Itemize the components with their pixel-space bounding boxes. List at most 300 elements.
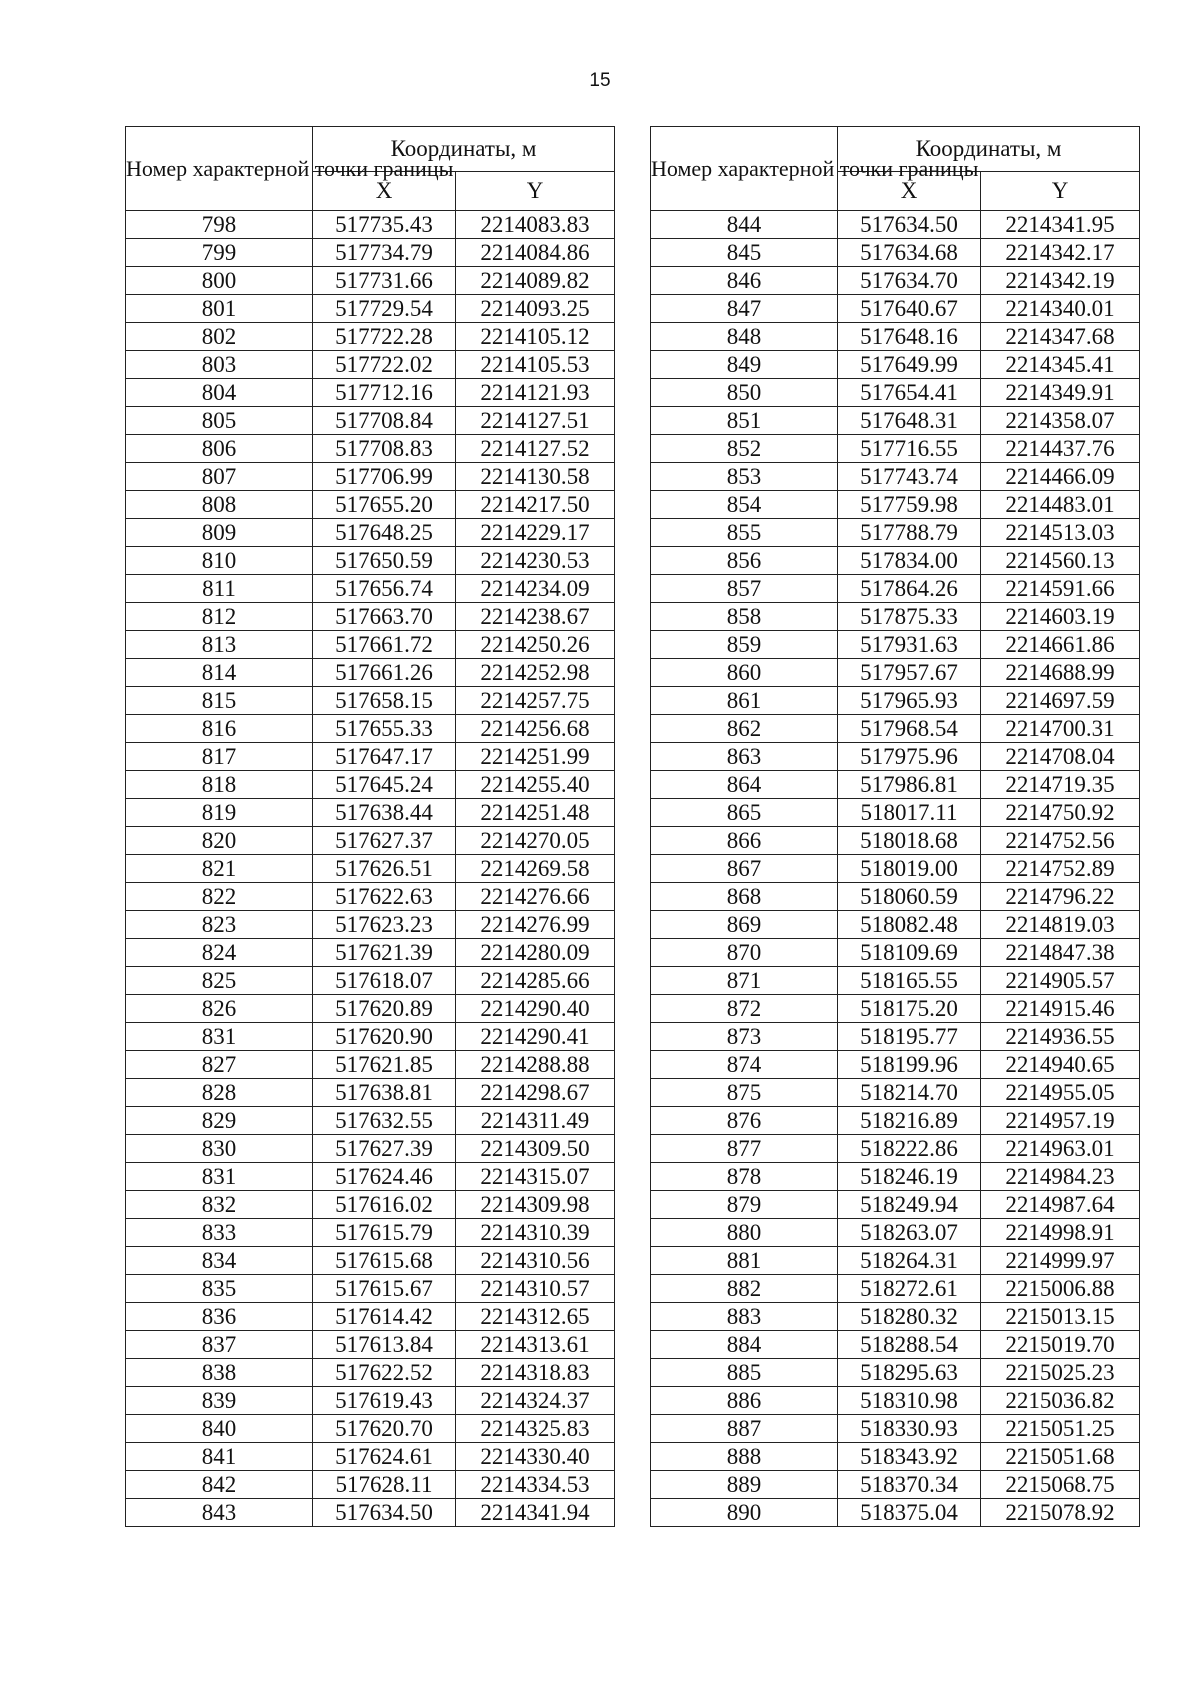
y-coordinate-cell: 2214513.03 bbox=[981, 519, 1140, 547]
point-number-cell: 821 bbox=[126, 855, 313, 883]
x-coordinate-cell: 518343.92 bbox=[838, 1443, 981, 1471]
table-row bbox=[126, 407, 615, 435]
x-coordinate-cell: 517655.20 bbox=[313, 491, 456, 519]
y-coordinate-cell: 2214269.58 bbox=[456, 855, 615, 883]
x-coordinate-cell: 517620.89 bbox=[313, 995, 456, 1023]
point-number-cell: 798 bbox=[126, 211, 313, 239]
x-coordinate-cell: 517647.17 bbox=[313, 743, 456, 771]
table-row bbox=[126, 1499, 615, 1527]
x-coordinate-cell: 517957.67 bbox=[838, 659, 981, 687]
table-row bbox=[651, 1079, 1140, 1107]
table-row bbox=[651, 883, 1140, 911]
x-coordinate-cell: 517759.98 bbox=[838, 491, 981, 519]
point-number-cell: 848 bbox=[651, 323, 838, 351]
point-number-cell: 825 bbox=[126, 967, 313, 995]
y-coordinate-cell: 2215051.25 bbox=[981, 1415, 1140, 1443]
table-row bbox=[126, 239, 615, 267]
table-row bbox=[126, 1051, 615, 1079]
table-row bbox=[126, 1303, 615, 1331]
y-coordinate-cell: 2214987.64 bbox=[981, 1191, 1140, 1219]
point-number-cell: 807 bbox=[126, 463, 313, 491]
table-row bbox=[651, 1051, 1140, 1079]
y-coordinate-cell: 2214325.83 bbox=[456, 1415, 615, 1443]
table-row bbox=[126, 211, 615, 239]
table-row bbox=[651, 407, 1140, 435]
point-number-cell: 868 bbox=[651, 883, 838, 911]
point-number-cell: 849 bbox=[651, 351, 838, 379]
x-coordinate-cell: 518109.69 bbox=[838, 939, 981, 967]
point-number-cell: 839 bbox=[126, 1387, 313, 1415]
table-row bbox=[651, 491, 1140, 519]
point-number-cell: 877 bbox=[651, 1135, 838, 1163]
y-coordinate-cell: 2214285.66 bbox=[456, 967, 615, 995]
y-coordinate-cell: 2214105.12 bbox=[456, 323, 615, 351]
y-coordinate-cell: 2214251.99 bbox=[456, 743, 615, 771]
x-coordinate-cell: 518310.98 bbox=[838, 1387, 981, 1415]
y-coordinate-cell: 2214342.19 bbox=[981, 267, 1140, 295]
y-coordinate-cell: 2214229.17 bbox=[456, 519, 615, 547]
x-coordinate-cell: 517986.81 bbox=[838, 771, 981, 799]
point-number-cell: 882 bbox=[651, 1275, 838, 1303]
point-number-cell: 873 bbox=[651, 1023, 838, 1051]
y-coordinate-cell: 2214847.38 bbox=[981, 939, 1140, 967]
y-coordinate-cell: 2214349.91 bbox=[981, 379, 1140, 407]
point-number-cell: 840 bbox=[126, 1415, 313, 1443]
x-coordinate-cell: 517716.55 bbox=[838, 435, 981, 463]
point-number-cell: 801 bbox=[126, 295, 313, 323]
point-number-cell: 843 bbox=[126, 1499, 313, 1527]
y-coordinate-cell: 2214688.99 bbox=[981, 659, 1140, 687]
point-number-cell: 800 bbox=[126, 267, 313, 295]
y-coordinate-cell: 2214661.86 bbox=[981, 631, 1140, 659]
point-number-cell: 822 bbox=[126, 883, 313, 911]
x-coordinate-cell: 517734.79 bbox=[313, 239, 456, 267]
point-number-cell: 874 bbox=[651, 1051, 838, 1079]
x-coordinate-cell: 517834.00 bbox=[838, 547, 981, 575]
table-row bbox=[126, 435, 615, 463]
y-coordinate-cell: 2214313.61 bbox=[456, 1331, 615, 1359]
y-coordinate-cell: 2214708.04 bbox=[981, 743, 1140, 771]
point-number-cell: 869 bbox=[651, 911, 838, 939]
point-number-cell: 888 bbox=[651, 1443, 838, 1471]
x-coordinate-cell: 517618.07 bbox=[313, 967, 456, 995]
page-number: 15 bbox=[589, 70, 611, 91]
y-coordinate-cell: 2214334.53 bbox=[456, 1471, 615, 1499]
table-row bbox=[651, 659, 1140, 687]
y-coordinate-cell: 2214998.91 bbox=[981, 1219, 1140, 1247]
y-coordinate-cell: 2214719.35 bbox=[981, 771, 1140, 799]
x-coordinate-cell: 518330.93 bbox=[838, 1415, 981, 1443]
y-coordinate-cell: 2214330.40 bbox=[456, 1443, 615, 1471]
x-coordinate-cell: 517621.39 bbox=[313, 939, 456, 967]
table-row bbox=[126, 1359, 615, 1387]
point-number-cell: 814 bbox=[126, 659, 313, 687]
y-coordinate-cell: 2214309.50 bbox=[456, 1135, 615, 1163]
table-row bbox=[126, 687, 615, 715]
x-coordinate-cell: 517615.68 bbox=[313, 1247, 456, 1275]
y-coordinate-cell: 2214750.92 bbox=[981, 799, 1140, 827]
y-coordinate-cell: 2214310.57 bbox=[456, 1275, 615, 1303]
x-coordinate-cell: 517640.67 bbox=[838, 295, 981, 323]
x-coordinate-cell: 518288.54 bbox=[838, 1331, 981, 1359]
x-coordinate-cell: 517975.96 bbox=[838, 743, 981, 771]
table-row bbox=[126, 351, 615, 379]
table-row bbox=[651, 911, 1140, 939]
y-coordinate-cell: 2214230.53 bbox=[456, 547, 615, 575]
x-coordinate-cell: 518019.00 bbox=[838, 855, 981, 883]
x-coordinate-cell: 517628.11 bbox=[313, 1471, 456, 1499]
y-coordinate-cell: 2214290.41 bbox=[456, 1023, 615, 1051]
point-number-cell: 827 bbox=[126, 1051, 313, 1079]
y-coordinate-cell: 2214217.50 bbox=[456, 491, 615, 519]
table-row bbox=[651, 1107, 1140, 1135]
x-coordinate-cell: 517931.63 bbox=[838, 631, 981, 659]
table-row bbox=[651, 1303, 1140, 1331]
table-row bbox=[651, 1219, 1140, 1247]
x-coordinate-cell: 517613.84 bbox=[313, 1331, 456, 1359]
y-coordinate-cell: 2214905.57 bbox=[981, 967, 1140, 995]
x-coordinate-cell: 517708.83 bbox=[313, 435, 456, 463]
table-row bbox=[126, 519, 615, 547]
point-number-cell: 846 bbox=[651, 267, 838, 295]
y-coordinate-cell: 2214315.07 bbox=[456, 1163, 615, 1191]
y-coordinate-cell: 2214915.46 bbox=[981, 995, 1140, 1023]
x-coordinate-cell: 517658.15 bbox=[313, 687, 456, 715]
point-number-cell: 884 bbox=[651, 1331, 838, 1359]
point-number-cell: 832 bbox=[126, 1191, 313, 1219]
point-number-header: Номер характерной точки границы bbox=[651, 127, 838, 211]
table-row bbox=[651, 827, 1140, 855]
x-coordinate-cell: 517619.43 bbox=[313, 1387, 456, 1415]
point-number-cell: 824 bbox=[126, 939, 313, 967]
x-coordinate-cell: 517620.70 bbox=[313, 1415, 456, 1443]
point-number-cell: 819 bbox=[126, 799, 313, 827]
x-coordinate-cell: 517626.51 bbox=[313, 855, 456, 883]
table-row bbox=[126, 1163, 615, 1191]
point-number-cell: 842 bbox=[126, 1471, 313, 1499]
table-row bbox=[651, 1415, 1140, 1443]
table-row bbox=[651, 323, 1140, 351]
point-number-cell: 802 bbox=[126, 323, 313, 351]
y-coordinate-cell: 2214312.65 bbox=[456, 1303, 615, 1331]
point-number-cell: 858 bbox=[651, 603, 838, 631]
x-coordinate-cell: 518222.86 bbox=[838, 1135, 981, 1163]
table-row bbox=[126, 1079, 615, 1107]
point-number-cell: 806 bbox=[126, 435, 313, 463]
x-coordinate-cell: 518082.48 bbox=[838, 911, 981, 939]
y-coordinate-cell: 2214700.31 bbox=[981, 715, 1140, 743]
table-row bbox=[651, 295, 1140, 323]
x-coordinate-cell: 517648.16 bbox=[838, 323, 981, 351]
y-coordinate-cell: 2214238.67 bbox=[456, 603, 615, 631]
y-coordinate-cell: 2214796.22 bbox=[981, 883, 1140, 911]
point-number-cell: 883 bbox=[651, 1303, 838, 1331]
x-coordinate-cell: 518060.59 bbox=[838, 883, 981, 911]
table-row bbox=[126, 911, 615, 939]
table-row bbox=[651, 379, 1140, 407]
point-number-cell: 836 bbox=[126, 1303, 313, 1331]
x-coordinate-cell: 517615.79 bbox=[313, 1219, 456, 1247]
point-number-cell: 851 bbox=[651, 407, 838, 435]
point-number-cell: 845 bbox=[651, 239, 838, 267]
table-row bbox=[651, 1275, 1140, 1303]
table-row bbox=[126, 967, 615, 995]
y-coordinate-cell: 2214591.66 bbox=[981, 575, 1140, 603]
table-row bbox=[126, 1247, 615, 1275]
y-coordinate-cell: 2214342.17 bbox=[981, 239, 1140, 267]
y-coordinate-cell: 2214963.01 bbox=[981, 1135, 1140, 1163]
y-coordinate-cell: 2214819.03 bbox=[981, 911, 1140, 939]
y-coordinate-cell: 2214347.68 bbox=[981, 323, 1140, 351]
point-number-cell: 809 bbox=[126, 519, 313, 547]
y-coordinate-cell: 2214127.52 bbox=[456, 435, 615, 463]
point-number-cell: 867 bbox=[651, 855, 838, 883]
table-row bbox=[651, 687, 1140, 715]
x-header: X bbox=[838, 172, 981, 211]
coordinates-table-right bbox=[650, 126, 1140, 1527]
x-coordinate-cell: 517706.99 bbox=[313, 463, 456, 491]
y-coordinate-cell: 2215019.70 bbox=[981, 1331, 1140, 1359]
x-coordinate-cell: 517663.70 bbox=[313, 603, 456, 631]
x-coordinate-cell: 517968.54 bbox=[838, 715, 981, 743]
x-coordinate-cell: 517624.61 bbox=[313, 1443, 456, 1471]
x-coordinate-cell: 518216.89 bbox=[838, 1107, 981, 1135]
x-coordinate-cell: 517622.52 bbox=[313, 1359, 456, 1387]
y-coordinate-cell: 2214955.05 bbox=[981, 1079, 1140, 1107]
table-row bbox=[651, 967, 1140, 995]
x-coordinate-cell: 517614.42 bbox=[313, 1303, 456, 1331]
table-row bbox=[126, 659, 615, 687]
x-header: X bbox=[313, 172, 456, 211]
table-row bbox=[651, 1191, 1140, 1219]
point-number-cell: 860 bbox=[651, 659, 838, 687]
point-number-cell: 799 bbox=[126, 239, 313, 267]
table-row bbox=[651, 267, 1140, 295]
x-coordinate-cell: 517661.72 bbox=[313, 631, 456, 659]
x-coordinate-cell: 518295.63 bbox=[838, 1359, 981, 1387]
point-number-cell: 838 bbox=[126, 1359, 313, 1387]
point-number-cell: 844 bbox=[651, 211, 838, 239]
point-number-cell: 831 bbox=[126, 1023, 313, 1051]
table-row bbox=[126, 1191, 615, 1219]
table-row bbox=[651, 715, 1140, 743]
table-row bbox=[126, 883, 615, 911]
table-row bbox=[126, 603, 615, 631]
y-coordinate-cell: 2214256.68 bbox=[456, 715, 615, 743]
table-row bbox=[651, 799, 1140, 827]
table-row bbox=[126, 1471, 615, 1499]
table-row bbox=[126, 1443, 615, 1471]
y-coordinate-cell: 2215036.82 bbox=[981, 1387, 1140, 1415]
table-row bbox=[651, 1023, 1140, 1051]
point-number-cell: 859 bbox=[651, 631, 838, 659]
point-number-cell: 820 bbox=[126, 827, 313, 855]
y-coordinate-cell: 2215078.92 bbox=[981, 1499, 1140, 1527]
x-coordinate-cell: 517632.55 bbox=[313, 1107, 456, 1135]
point-number-cell: 837 bbox=[126, 1331, 313, 1359]
y-coordinate-cell: 2214697.59 bbox=[981, 687, 1140, 715]
point-number-cell: 856 bbox=[651, 547, 838, 575]
y-coordinate-cell: 2215013.15 bbox=[981, 1303, 1140, 1331]
table-row bbox=[651, 603, 1140, 631]
table-row bbox=[651, 519, 1140, 547]
y-coordinate-cell: 2214340.01 bbox=[981, 295, 1140, 323]
point-number-cell: 885 bbox=[651, 1359, 838, 1387]
point-number-cell: 887 bbox=[651, 1415, 838, 1443]
y-coordinate-cell: 2214105.53 bbox=[456, 351, 615, 379]
point-number-cell: 815 bbox=[126, 687, 313, 715]
table-row bbox=[126, 295, 615, 323]
y-coordinate-cell: 2214276.66 bbox=[456, 883, 615, 911]
y-coordinate-cell: 2214341.94 bbox=[456, 1499, 615, 1527]
point-number-cell: 854 bbox=[651, 491, 838, 519]
y-header: Y bbox=[456, 172, 615, 211]
point-number-cell: 852 bbox=[651, 435, 838, 463]
table-row bbox=[126, 1275, 615, 1303]
point-number-cell: 805 bbox=[126, 407, 313, 435]
y-coordinate-cell: 2214130.58 bbox=[456, 463, 615, 491]
point-number-cell: 890 bbox=[651, 1499, 838, 1527]
table-row bbox=[126, 1135, 615, 1163]
y-coordinate-cell: 2214311.49 bbox=[456, 1107, 615, 1135]
table-row bbox=[126, 267, 615, 295]
point-number-header: Номер характерной точки границы bbox=[126, 127, 313, 211]
table-body bbox=[651, 211, 1140, 1527]
x-coordinate-cell: 518370.34 bbox=[838, 1471, 981, 1499]
y-coordinate-cell: 2214310.39 bbox=[456, 1219, 615, 1247]
y-coordinate-cell: 2214752.56 bbox=[981, 827, 1140, 855]
table-row bbox=[651, 855, 1140, 883]
x-coordinate-cell: 517731.66 bbox=[313, 267, 456, 295]
x-coordinate-cell: 517788.79 bbox=[838, 519, 981, 547]
point-number-cell: 823 bbox=[126, 911, 313, 939]
table-row bbox=[651, 1331, 1140, 1359]
point-number-cell: 834 bbox=[126, 1247, 313, 1275]
y-coordinate-cell: 2214437.76 bbox=[981, 435, 1140, 463]
x-coordinate-cell: 518264.31 bbox=[838, 1247, 981, 1275]
table-row bbox=[126, 743, 615, 771]
table-row bbox=[126, 1415, 615, 1443]
x-coordinate-cell: 517627.37 bbox=[313, 827, 456, 855]
y-coordinate-cell: 2215051.68 bbox=[981, 1443, 1140, 1471]
x-coordinate-cell: 517654.41 bbox=[838, 379, 981, 407]
x-coordinate-cell: 518280.32 bbox=[838, 1303, 981, 1331]
table-row bbox=[126, 1107, 615, 1135]
x-coordinate-cell: 517722.02 bbox=[313, 351, 456, 379]
table-row bbox=[651, 995, 1140, 1023]
y-coordinate-cell: 2214127.51 bbox=[456, 407, 615, 435]
y-coordinate-cell: 2214936.55 bbox=[981, 1023, 1140, 1051]
x-coordinate-cell: 517743.74 bbox=[838, 463, 981, 491]
point-number-cell: 813 bbox=[126, 631, 313, 659]
x-coordinate-cell: 518263.07 bbox=[838, 1219, 981, 1247]
table-row bbox=[126, 827, 615, 855]
table-row bbox=[126, 463, 615, 491]
y-coordinate-cell: 2214466.09 bbox=[981, 463, 1140, 491]
x-coordinate-cell: 518375.04 bbox=[838, 1499, 981, 1527]
table-row bbox=[651, 771, 1140, 799]
table-row bbox=[126, 575, 615, 603]
table-row bbox=[126, 939, 615, 967]
point-number-cell: 880 bbox=[651, 1219, 838, 1247]
point-number-cell: 804 bbox=[126, 379, 313, 407]
table-row bbox=[651, 1443, 1140, 1471]
y-coordinate-cell: 2214358.07 bbox=[981, 407, 1140, 435]
x-coordinate-cell: 518249.94 bbox=[838, 1191, 981, 1219]
table-row bbox=[126, 491, 615, 519]
table-row bbox=[651, 463, 1140, 491]
table-row bbox=[651, 1499, 1140, 1527]
table-row bbox=[126, 1023, 615, 1051]
x-coordinate-cell: 517655.33 bbox=[313, 715, 456, 743]
table-row bbox=[651, 631, 1140, 659]
point-number-cell: 889 bbox=[651, 1471, 838, 1499]
x-coordinate-cell: 517627.39 bbox=[313, 1135, 456, 1163]
point-number-cell: 826 bbox=[126, 995, 313, 1023]
x-coordinate-cell: 517634.50 bbox=[838, 211, 981, 239]
y-coordinate-cell: 2214560.13 bbox=[981, 547, 1140, 575]
y-coordinate-cell: 2215006.88 bbox=[981, 1275, 1140, 1303]
point-number-cell: 853 bbox=[651, 463, 838, 491]
x-coordinate-cell: 518017.11 bbox=[838, 799, 981, 827]
point-number-cell: 803 bbox=[126, 351, 313, 379]
table-row bbox=[126, 631, 615, 659]
y-coordinate-cell: 2214984.23 bbox=[981, 1163, 1140, 1191]
y-coordinate-cell: 2214483.01 bbox=[981, 491, 1140, 519]
point-number-cell: 850 bbox=[651, 379, 838, 407]
table-row bbox=[126, 1331, 615, 1359]
table-row bbox=[651, 939, 1140, 967]
table-row bbox=[126, 715, 615, 743]
y-coordinate-cell: 2214752.89 bbox=[981, 855, 1140, 883]
y-coordinate-cell: 2214310.56 bbox=[456, 1247, 615, 1275]
point-number-cell: 829 bbox=[126, 1107, 313, 1135]
point-number-cell: 812 bbox=[126, 603, 313, 631]
point-number-cell: 835 bbox=[126, 1275, 313, 1303]
table-row bbox=[651, 435, 1140, 463]
coordinates-header: Координаты, м bbox=[838, 127, 1140, 172]
y-coordinate-cell: 2214957.19 bbox=[981, 1107, 1140, 1135]
table-row bbox=[651, 1471, 1140, 1499]
point-number-cell: 861 bbox=[651, 687, 838, 715]
point-number-cell: 864 bbox=[651, 771, 838, 799]
x-coordinate-cell: 517661.26 bbox=[313, 659, 456, 687]
table-row bbox=[651, 211, 1140, 239]
table-row bbox=[126, 995, 615, 1023]
x-coordinate-cell: 517634.70 bbox=[838, 267, 981, 295]
y-coordinate-cell: 2214280.09 bbox=[456, 939, 615, 967]
y-coordinate-cell: 2214324.37 bbox=[456, 1387, 615, 1415]
x-coordinate-cell: 517722.28 bbox=[313, 323, 456, 351]
y-coordinate-cell: 2214257.75 bbox=[456, 687, 615, 715]
point-number-cell: 862 bbox=[651, 715, 838, 743]
table-row bbox=[651, 351, 1140, 379]
point-number-cell: 831 bbox=[126, 1163, 313, 1191]
point-number-cell: 810 bbox=[126, 547, 313, 575]
x-coordinate-cell: 517649.99 bbox=[838, 351, 981, 379]
table-row bbox=[126, 547, 615, 575]
y-coordinate-cell: 2214083.83 bbox=[456, 211, 615, 239]
x-coordinate-cell: 517864.26 bbox=[838, 575, 981, 603]
y-coordinate-cell: 2214250.26 bbox=[456, 631, 615, 659]
point-number-cell: 886 bbox=[651, 1387, 838, 1415]
x-coordinate-cell: 517623.23 bbox=[313, 911, 456, 939]
x-coordinate-cell: 517622.63 bbox=[313, 883, 456, 911]
x-coordinate-cell: 517645.24 bbox=[313, 771, 456, 799]
point-number-cell: 881 bbox=[651, 1247, 838, 1275]
point-number-cell: 875 bbox=[651, 1079, 838, 1107]
coordinates-table-left bbox=[125, 126, 615, 1527]
